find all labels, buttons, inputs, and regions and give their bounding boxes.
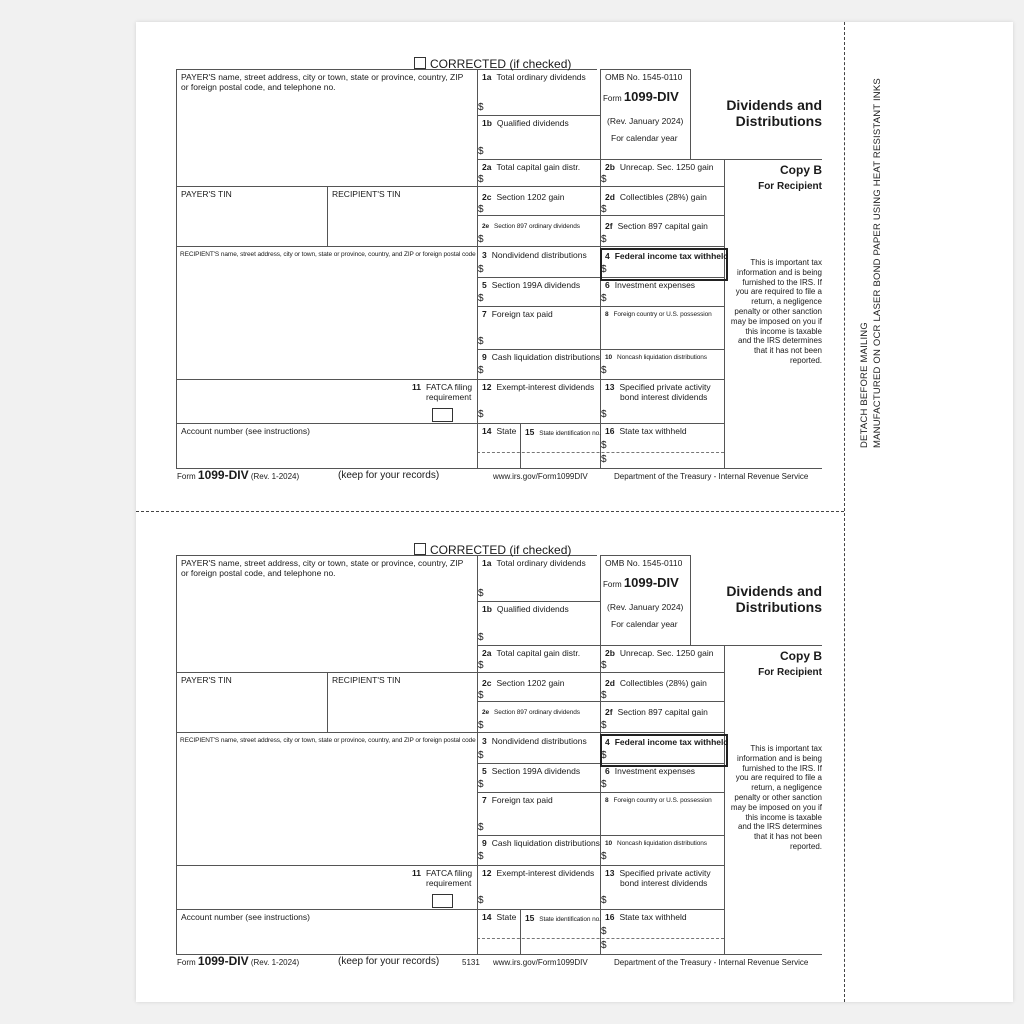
grid-line	[176, 555, 177, 954]
box-2f-label: 2f Section 897 capital gain	[605, 707, 708, 717]
box-2c-field[interactable]: $	[478, 690, 484, 701]
box-10-label: 10 Noncash liquidation distributions	[605, 354, 707, 361]
for-recipient-label: For Recipient	[758, 667, 822, 678]
omb-number: OMB No. 1545-0110	[605, 72, 683, 82]
grid-line	[520, 423, 521, 468]
payer-info-label-2: or foreign postal code, and telephone no.	[181, 568, 336, 578]
box-2c-field[interactable]: $	[478, 204, 484, 215]
box-2e-field[interactable]: $	[478, 234, 484, 245]
box-5-label: 5 Section 199A dividends	[482, 280, 581, 290]
grid-line	[600, 555, 690, 556]
box-8-label: 8 Foreign country or U.S. possession	[605, 797, 712, 804]
calendar-year-label: For calendar year	[611, 619, 678, 629]
box-4-field[interactable]: $	[601, 750, 607, 761]
corrected-checkbox[interactable]	[414, 57, 571, 71]
corrected-label: CORRECTED (if checked)	[430, 543, 572, 557]
grid-line	[477, 601, 600, 602]
form-id: Form 1099-DIV	[603, 575, 679, 590]
box-3-label: 3 Nondividend distributions	[482, 736, 587, 746]
box-6-label: 6 Investment expenses	[605, 766, 696, 776]
form-copy-1	[0, 55, 1024, 482]
footer-keep-note: (keep for your records)	[338, 470, 440, 481]
grid-line	[477, 115, 600, 116]
footer-department: Department of the Treasury - Internal Revenue Service	[614, 472, 809, 481]
box-2c-label: 2c Section 1202 gain	[482, 678, 565, 688]
box-2c-label: 2c Section 1202 gain	[482, 192, 565, 202]
box-14-label: 14 State	[482, 912, 517, 922]
box-7-field[interactable]: $	[478, 336, 484, 347]
box-4-field[interactable]: $	[601, 264, 607, 275]
box-15-label: 15 State identification no.	[525, 427, 601, 437]
box-2a-field[interactable]: $	[478, 660, 484, 671]
fatca-checkbox[interactable]	[432, 408, 453, 422]
recipient-tin-label: RECIPIENT'S TIN	[332, 189, 401, 199]
paper-note: MANUFACTURED ON OCR LASER BOND PAPER USING HEAT RESISTANT INKS	[872, 78, 883, 448]
payer-info-label-2: or foreign postal code, and telephone no.	[181, 82, 336, 92]
box-13-field[interactable]: $	[601, 409, 607, 420]
box-5-field[interactable]: $	[478, 779, 484, 790]
grid-line	[690, 555, 691, 645]
box-2f-field[interactable]: $	[601, 234, 607, 245]
box-12-label: 12 Exempt-interest dividends	[482, 382, 595, 392]
calendar-year-label: For calendar year	[611, 133, 678, 143]
box-2a-field[interactable]: $	[478, 174, 484, 185]
box-7-field[interactable]: $	[478, 822, 484, 833]
grid-line	[724, 645, 725, 954]
box-2d-label: 2d Collectibles (28%) gain	[605, 678, 707, 688]
box-6-label: 6 Investment expenses	[605, 280, 696, 290]
box-1a-field[interactable]: $	[478, 102, 484, 113]
copy-b-label: Copy B	[780, 163, 822, 177]
box-7-label: 7 Foreign tax paid	[482, 795, 553, 805]
box-4-label: 4 Federal income tax withheld	[605, 251, 729, 261]
box-16-field-1[interactable]: $	[601, 926, 607, 937]
grid-line	[176, 379, 724, 380]
grid-line	[176, 69, 177, 468]
box-16-label: 16 State tax withheld	[605, 912, 687, 922]
grid-line	[327, 672, 328, 732]
form-copy-2	[0, 541, 1024, 968]
box-7-label: 7 Foreign tax paid	[482, 309, 553, 319]
box-10-field[interactable]: $	[601, 365, 607, 376]
box-9-field[interactable]: $	[478, 365, 484, 376]
revision-date: (Rev. January 2024)	[607, 602, 684, 612]
form-title: Dividends and Distributions	[726, 97, 822, 129]
box-6-field[interactable]: $	[601, 293, 607, 304]
grid-line	[176, 732, 724, 733]
account-number-label: Account number (see instructions)	[181, 912, 310, 922]
recipient-info-label: RECIPIENT'S name, street address, city or town, state or province, country, and ZIP or foreign postal code	[180, 251, 476, 258]
box-2b-label: 2b Unrecap. Sec. 1250 gain	[605, 648, 714, 658]
box-16-label: 16 State tax withheld	[605, 426, 687, 436]
footer-keep-note: (keep for your records)	[338, 956, 440, 967]
box-4-label: 4 Federal income tax withheld	[605, 737, 729, 747]
box-9-field[interactable]: $	[478, 851, 484, 862]
payer-tin-label: PAYER'S TIN	[181, 189, 232, 199]
grid-line	[724, 159, 725, 468]
box-2b-label: 2b Unrecap. Sec. 1250 gain	[605, 162, 714, 172]
box-9-label: 9 Cash liquidation distributions	[482, 352, 600, 362]
footer-form-id: Form 1099-DIV (Rev. 1-2024)	[177, 468, 300, 482]
payer-tin-label: PAYER'S TIN	[181, 675, 232, 685]
box-1a-label: 1a Total ordinary dividends	[482, 558, 586, 568]
grid-line	[176, 186, 724, 187]
box-10-field[interactable]: $	[601, 851, 607, 862]
box-2a-label: 2a Total capital gain distr.	[482, 162, 581, 172]
corrected-label: CORRECTED (if checked)	[430, 57, 572, 71]
grid-line	[327, 186, 328, 246]
box-1b-field[interactable]: $	[478, 632, 484, 643]
payer-info-label: PAYER'S name, street address, city or town, state or province, country, ZIP	[181, 72, 464, 82]
fatca-checkbox[interactable]	[432, 894, 453, 908]
grid-line	[176, 246, 724, 247]
revision-date: (Rev. January 2024)	[607, 116, 684, 126]
footer-url: www.irs.gov/Form1099DIV	[493, 958, 588, 967]
box-8-label: 8 Foreign country or U.S. possession	[605, 311, 712, 318]
omb-number: OMB No. 1545-0110	[605, 558, 683, 568]
for-recipient-label: For Recipient	[758, 181, 822, 192]
box-1b-label: 1b Qualified dividends	[482, 604, 569, 614]
box-9-label: 9 Cash liquidation distributions	[482, 838, 600, 848]
form-title: Dividends and Distributions	[726, 583, 822, 615]
box-3-label: 3 Nondividend distributions	[482, 250, 587, 260]
box-2d-field[interactable]: $	[601, 204, 607, 215]
horizontal-perforation	[136, 511, 844, 512]
box-10-label: 10 Noncash liquidation distributions	[605, 840, 707, 847]
copy-b-label: Copy B	[780, 649, 822, 663]
box-15-label: 15 State identification no.	[525, 913, 601, 923]
box-12-field[interactable]: $	[478, 409, 484, 420]
recipient-tin-label: RECIPIENT'S TIN	[332, 675, 401, 685]
grid-line	[176, 672, 724, 673]
grid-line	[477, 159, 822, 160]
fatca-label: 11 FATCA filing	[412, 382, 473, 392]
box-1b-field[interactable]: $	[478, 146, 484, 157]
box-12-field[interactable]: $	[478, 895, 484, 906]
box-16-field-2[interactable]: $	[601, 454, 607, 465]
form-id: Form 1099-DIV	[603, 89, 679, 104]
important-tax-notice: This is important tax information and is being furnished to the IRS. If you are required to file a return, a negligence penalty or other sanction may be imposed on you if this income is taxable and the IRS determines that it has not been reported.	[730, 258, 822, 365]
fatca-label: 11 FATCA filing	[412, 868, 473, 878]
account-number-label: Account number (see instructions)	[181, 426, 310, 436]
box-2b-field[interactable]: $	[601, 174, 607, 185]
box-1a-field[interactable]: $	[478, 588, 484, 599]
box-2a-label: 2a Total capital gain distr.	[482, 648, 581, 658]
fatca-label-2: requirement	[426, 392, 472, 402]
box-13-label-2: bond interest dividends	[620, 392, 708, 402]
box-13-label: 13 Specified private activity	[605, 382, 711, 392]
box-3-field[interactable]: $	[478, 264, 484, 275]
grid-line	[477, 645, 822, 646]
important-tax-notice: This is important tax information and is being furnished to the IRS. If you are required to file a return, a negligence penalty or other sanction may be imposed on you if this income is taxable and the IRS determines that it has not been reported.	[730, 744, 822, 851]
footer-department: Department of the Treasury - Internal Revenue Service	[614, 958, 809, 967]
footer-form-id: Form 1099-DIV (Rev. 1-2024)	[177, 954, 300, 968]
box-12-label: 12 Exempt-interest dividends	[482, 868, 595, 878]
grid-line	[176, 423, 724, 424]
grid-line	[176, 909, 724, 910]
payer-info-label: PAYER'S name, street address, city or town, state or province, country, ZIP	[181, 558, 464, 568]
box-13-field[interactable]: $	[601, 895, 607, 906]
footer-url: www.irs.gov/Form1099DIV	[493, 472, 588, 481]
box-2e-label: 2e Section 897 ordinary dividends	[482, 709, 580, 716]
footer-form-code: 5131	[462, 958, 480, 967]
grid-line	[690, 69, 691, 159]
recipient-info-label: RECIPIENT'S name, street address, city or town, state or province, country, and ZIP or foreign postal code	[180, 737, 476, 744]
detach-text: DETACH BEFORE MAILING	[859, 322, 870, 448]
corrected-check-square[interactable]	[414, 543, 426, 555]
box-2e-field[interactable]: $	[478, 720, 484, 731]
box-1b-label: 1b Qualified dividends	[482, 118, 569, 128]
box-2b-field[interactable]: $	[601, 660, 607, 671]
grid-line	[600, 69, 690, 70]
box-16-field-2[interactable]: $	[601, 940, 607, 951]
box-2e-label: 2e Section 897 ordinary dividends	[482, 223, 580, 230]
grid-line	[520, 909, 521, 954]
box-13-label-2: bond interest dividends	[620, 878, 708, 888]
box-16-field-1[interactable]: $	[601, 440, 607, 451]
box-2f-field[interactable]: $	[601, 720, 607, 731]
corrected-checkbox[interactable]	[414, 543, 571, 557]
box-14-label: 14 State	[482, 426, 517, 436]
box-5-field[interactable]: $	[478, 293, 484, 304]
box-2f-label: 2f Section 897 capital gain	[605, 221, 708, 231]
box-6-field[interactable]: $	[601, 779, 607, 790]
box-5-label: 5 Section 199A dividends	[482, 766, 581, 776]
box-2d-label: 2d Collectibles (28%) gain	[605, 192, 707, 202]
box-2d-field[interactable]: $	[601, 690, 607, 701]
box-3-field[interactable]: $	[478, 750, 484, 761]
box-13-label: 13 Specified private activity	[605, 868, 711, 878]
corrected-check-square[interactable]	[414, 57, 426, 69]
box-1a-label: 1a Total ordinary dividends	[482, 72, 586, 82]
fatca-label-2: requirement	[426, 878, 472, 888]
grid-line	[176, 865, 724, 866]
